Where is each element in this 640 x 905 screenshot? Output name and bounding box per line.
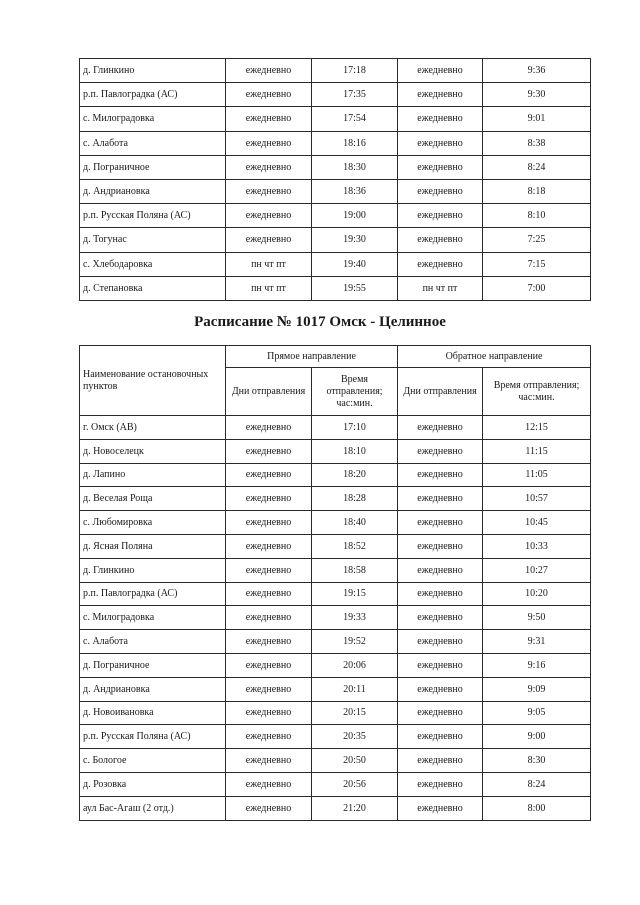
forward-time-cell: 17:54 [312,107,398,131]
header-forward-days: Дни отправления [226,368,312,416]
stop-name-cell: д. Розовка [80,772,226,796]
table-row [80,653,591,677]
backward-days-cell: ежедневно [398,796,483,820]
forward-days-cell: ежедневно [226,630,312,654]
forward-days-cell: ежедневно [226,228,312,252]
forward-days-cell: ежедневно [226,796,312,820]
forward-time-cell: 18:20 [312,463,398,487]
schedule-table-body [80,416,591,821]
table-row [80,772,591,796]
stop-name-cell: р.п. Русская Поляна (АС) [80,725,226,749]
forward-days-cell: ежедневно [226,749,312,773]
stop-name-cell: д. Степановка [80,276,226,300]
forward-time-cell: 20:15 [312,701,398,725]
table-row [80,228,591,252]
stop-name-cell: аул Бас-Агаш (2 отд.) [80,796,226,820]
backward-days-cell: ежедневно [398,582,483,606]
backward-days-cell: ежедневно [398,534,483,558]
table-row [80,107,591,131]
forward-days-cell: ежедневно [226,107,312,131]
forward-time-cell: 19:15 [312,582,398,606]
forward-time-cell: 17:18 [312,59,398,83]
backward-time-cell: 8:00 [483,796,591,820]
backward-time-cell: 10:20 [483,582,591,606]
forward-time-cell: 19:52 [312,630,398,654]
forward-days-cell: ежедневно [226,653,312,677]
backward-days-cell: ежедневно [398,725,483,749]
stop-name-cell: д. Новоселецк [80,439,226,463]
table-row [80,534,591,558]
stop-name-cell: д. Пограничное [80,155,226,179]
forward-days-cell: ежедневно [226,582,312,606]
forward-time-cell: 18:10 [312,439,398,463]
table-row [80,749,591,773]
backward-time-cell: 7:15 [483,252,591,276]
forward-days-cell: ежедневно [226,606,312,630]
backward-time-cell: 9:05 [483,701,591,725]
stop-name-cell: д. Пограничное [80,653,226,677]
backward-days-cell: ежедневно [398,131,483,155]
header-backward-time: Время отправления; час:мин. [483,368,591,416]
forward-days-cell: ежедневно [226,463,312,487]
forward-time-cell: 18:36 [312,179,398,203]
stop-name-cell: с. Милоградовка [80,107,226,131]
backward-time-cell: 9:30 [483,83,591,107]
table-row [80,83,591,107]
forward-days-cell: ежедневно [226,677,312,701]
table-row [80,131,591,155]
backward-days-cell: ежедневно [398,487,483,511]
table-row [80,155,591,179]
backward-days-cell: ежедневно [398,511,483,535]
stop-name-cell: р.п. Русская Поляна (АС) [80,204,226,228]
stop-name-cell: с. Любомировка [80,511,226,535]
backward-time-cell: 9:36 [483,59,591,83]
forward-days-cell: ежедневно [226,83,312,107]
backward-time-cell: 9:00 [483,725,591,749]
forward-days-cell: ежедневно [226,701,312,725]
backward-days-cell: ежедневно [398,179,483,203]
backward-time-cell: 10:33 [483,534,591,558]
backward-time-cell: 7:25 [483,228,591,252]
stop-name-cell: д. Андриановка [80,677,226,701]
backward-time-cell: 8:10 [483,204,591,228]
table-row [80,276,591,300]
forward-days-cell: ежедневно [226,131,312,155]
table-row [80,487,591,511]
forward-time-cell: 19:33 [312,606,398,630]
stop-name-cell: с. Хлебодаровка [80,252,226,276]
forward-time-cell: 18:52 [312,534,398,558]
stop-name-cell: р.п. Павлоградка (АС) [80,582,226,606]
forward-time-cell: 20:50 [312,749,398,773]
backward-days-cell: ежедневно [398,463,483,487]
backward-days-cell: ежедневно [398,701,483,725]
table-row [80,179,591,203]
stop-name-cell: д. Глинкино [80,59,226,83]
backward-days-cell: ежедневно [398,439,483,463]
stop-name-cell: д. Глинкино [80,558,226,582]
backward-time-cell: 12:15 [483,416,591,440]
backward-time-cell: 10:57 [483,487,591,511]
forward-days-cell: ежедневно [226,179,312,203]
backward-time-cell: 8:24 [483,772,591,796]
forward-time-cell: 17:35 [312,83,398,107]
backward-time-cell: 8:24 [483,155,591,179]
backward-time-cell: 10:27 [483,558,591,582]
forward-days-cell: ежедневно [226,725,312,749]
backward-time-cell: 9:16 [483,653,591,677]
forward-days-cell: ежедневно [226,204,312,228]
forward-days-cell: ежедневно [226,59,312,83]
forward-time-cell: 18:16 [312,131,398,155]
backward-days-cell: ежедневно [398,653,483,677]
backward-time-cell: 8:30 [483,749,591,773]
forward-time-cell: 20:56 [312,772,398,796]
table-row [80,558,591,582]
backward-days-cell: пн чт пт [398,276,483,300]
backward-days-cell: ежедневно [398,204,483,228]
forward-time-cell: 19:40 [312,252,398,276]
forward-time-cell: 20:35 [312,725,398,749]
forward-days-cell: пн чт пт [226,276,312,300]
forward-time-cell: 21:20 [312,796,398,820]
table-row [80,606,591,630]
table-row [80,204,591,228]
backward-time-cell: 9:09 [483,677,591,701]
table-row [80,416,591,440]
schedule-table-1017 [79,345,591,821]
backward-time-cell: 8:38 [483,131,591,155]
backward-time-cell: 8:18 [483,179,591,203]
table-row [80,582,591,606]
header-backward-days: Дни отправления [398,368,483,416]
forward-days-cell: ежедневно [226,439,312,463]
schedule-table-header [80,346,591,416]
backward-days-cell: ежедневно [398,606,483,630]
forward-time-cell: 20:11 [312,677,398,701]
schedule-table-continued [79,58,591,301]
forward-days-cell: ежедневно [226,534,312,558]
stop-name-cell: с. Милоградовка [80,606,226,630]
backward-days-cell: ежедневно [398,749,483,773]
table-row [80,511,591,535]
forward-time-cell: 18:28 [312,487,398,511]
forward-time-cell: 19:30 [312,228,398,252]
forward-time-cell: 17:10 [312,416,398,440]
backward-days-cell: ежедневно [398,83,483,107]
backward-days-cell: ежедневно [398,630,483,654]
backward-days-cell: ежедневно [398,252,483,276]
table-row [80,59,591,83]
table-row [80,677,591,701]
schedule-title: Расписание № 1017 Омск - Целинное [194,314,446,330]
forward-days-cell: ежедневно [226,772,312,796]
stop-name-cell: с. Алабота [80,131,226,155]
backward-time-cell: 9:50 [483,606,591,630]
forward-time-cell: 20:06 [312,653,398,677]
table-row [80,463,591,487]
forward-days-cell: ежедневно [226,511,312,535]
header-forward-time: Время отправления; час:мин. [312,368,398,416]
backward-days-cell: ежедневно [398,677,483,701]
header-forward-direction: Прямое направление [226,346,398,368]
backward-time-cell: 11:05 [483,463,591,487]
backward-days-cell: ежедневно [398,416,483,440]
backward-days-cell: ежедневно [398,558,483,582]
stop-name-cell: д. Тогунас [80,228,226,252]
stop-name-cell: д. Лапино [80,463,226,487]
backward-time-cell: 9:31 [483,630,591,654]
table-row [80,439,591,463]
forward-time-cell: 18:40 [312,511,398,535]
stop-name-cell: р.п. Павлоградка (АС) [80,83,226,107]
stop-name-cell: г. Омск (АВ) [80,416,226,440]
header-backward-direction: Обратное направление [398,346,591,368]
forward-time-cell: 19:00 [312,204,398,228]
forward-days-cell: ежедневно [226,416,312,440]
forward-days-cell: ежедневно [226,155,312,179]
stop-name-cell: д. Новоивановка [80,701,226,725]
table-row [80,252,591,276]
table-row [80,796,591,820]
table-row [80,630,591,654]
stop-name-cell: с. Бологое [80,749,226,773]
forward-days-cell: пн чт пт [226,252,312,276]
schedule-table-continued-body [80,59,591,301]
forward-time-cell: 18:58 [312,558,398,582]
backward-days-cell: ежедневно [398,772,483,796]
backward-time-cell: 11:15 [483,439,591,463]
forward-time-cell: 18:30 [312,155,398,179]
backward-time-cell: 10:45 [483,511,591,535]
stop-name-cell: д. Андриановка [80,179,226,203]
forward-time-cell: 19:55 [312,276,398,300]
stop-name-cell: с. Алабота [80,630,226,654]
forward-days-cell: ежедневно [226,487,312,511]
stop-name-cell: д. Веселая Роща [80,487,226,511]
backward-time-cell: 9:01 [483,107,591,131]
backward-days-cell: ежедневно [398,59,483,83]
backward-days-cell: ежедневно [398,107,483,131]
backward-time-cell: 7:00 [483,276,591,300]
stop-name-cell: д. Ясная Поляна [80,534,226,558]
backward-days-cell: ежедневно [398,228,483,252]
table-row [80,725,591,749]
table-row [80,701,591,725]
header-stop-name: Наименование остановочных пунктов [80,346,226,416]
backward-days-cell: ежедневно [398,155,483,179]
forward-days-cell: ежедневно [226,558,312,582]
